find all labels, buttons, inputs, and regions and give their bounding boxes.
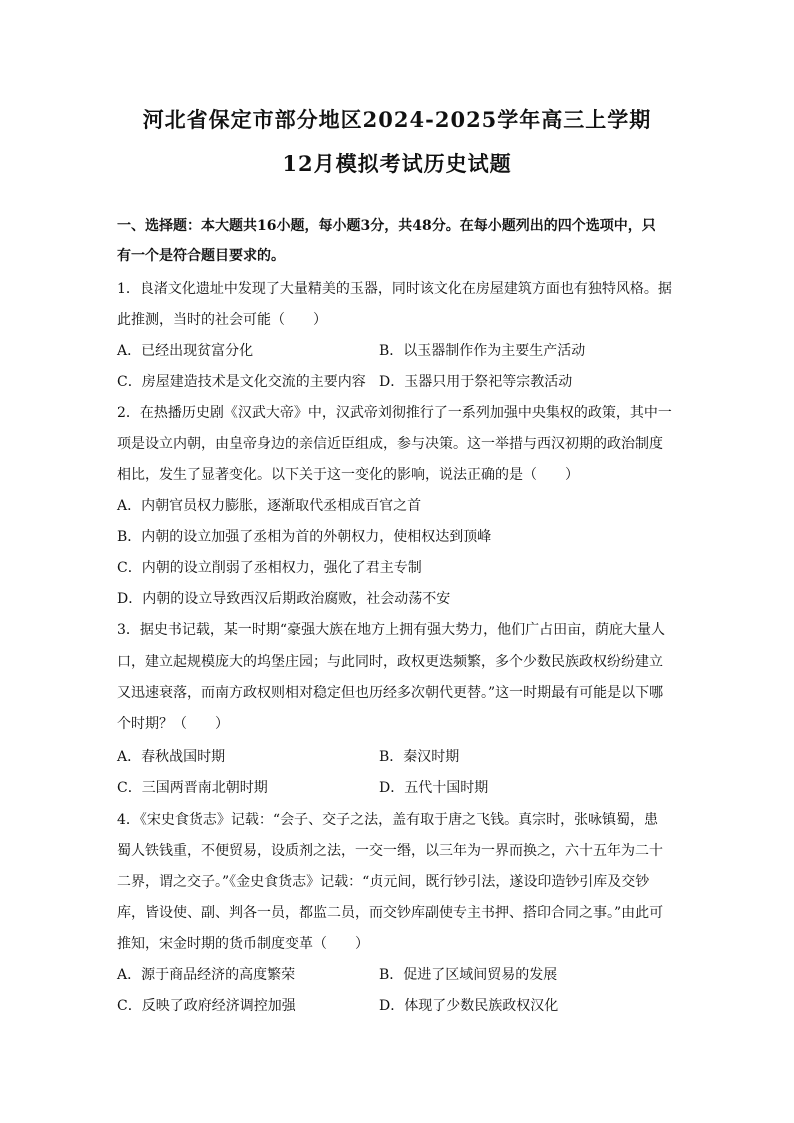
question-3-option-c: C．三国两晋南北朝时期 <box>117 780 268 796</box>
question-3-option-a: A．春秋战国时期 <box>117 749 226 765</box>
question-4-stem-line: 4．《宋史食货志》记载：“会子、交子之法，盖有取于唐之飞钱。真宗时，张咏镇蜀，患 <box>117 812 659 828</box>
exam-title-line2: 12月模拟考试历史试题 <box>282 151 512 176</box>
question-4-stem-line: 二界，谓之交子。”《金史食货志》记载：“贞元间，既行钞引法，遂设印造钞引库及交钞 <box>117 874 650 890</box>
question-3-stem-line: 口，建立起规模庞大的坞堡庄园；与此同时，政权更迭频繁，多个少数民族政权纷纷建立 <box>117 654 663 670</box>
question-4-stem-line: 库，皆设使、副、判各一员，都监二员，而交钞库副使专主书押、搭印合同之事。”由此可 <box>117 905 664 921</box>
question-4-stem-line: 推知，宋金时期的货币制度变革（ ） <box>117 936 369 952</box>
question-4-option-a: A．源于商品经济的高度繁荣 <box>117 967 296 983</box>
question-3-option-d: D．五代十国时期 <box>379 780 489 796</box>
question-1-option-c: C．房屋建造技术是文化交流的主要内容 <box>117 374 366 390</box>
question-1-stem-line: 此推测，当时的社会可能（ ） <box>117 312 327 328</box>
question-4-option-c: C．反映了政府经济调控加强 <box>117 998 296 1014</box>
question-1-option-b: B．以玉器制作作为主要生产活动 <box>379 343 586 359</box>
question-2-stem-line: 相比，发生了显著变化。以下关于这一变化的影响，说法正确的是（ ） <box>117 467 579 483</box>
question-2-option-c: C．内朝的设立削弱了丞相权力，强化了君主专制 <box>117 560 422 576</box>
question-4-option-d: D．体现了少数民族政权汉化 <box>379 998 559 1014</box>
question-1-stem-line: 1．良渚文化遗址中发现了大量精美的玉器，同时该文化在房屋建筑方面也有独特风格。据 <box>117 281 672 297</box>
question-1-option-d: D．玉器只用于祭祀等宗教活动 <box>379 374 573 390</box>
question-3-option-b: B．秦汉时期 <box>379 749 460 765</box>
question-2-option-a: A．内朝官员权力膨胀，逐渐取代丞相成百官之首 <box>117 498 422 514</box>
exam-title-line1: 河北省保定市部分地区2024-2025学年高三上学期 <box>142 107 652 132</box>
question-2-stem-line: 2．在热播历史剧《汉武大帝》中，汉武帝刘彻推行了一系列加强中央集权的政策，其中一 <box>117 405 672 421</box>
question-4-stem-line: 蜀人铁钱重，不便贸易，设质剂之法，一交一缗，以三年为一界而换之，六十五年为二十 <box>117 843 663 859</box>
question-1-option-a: A．已经出现贫富分化 <box>117 343 254 359</box>
question-4-option-b: B．促进了区域间贸易的发展 <box>379 967 558 983</box>
section-instruction-line2: 有一个是符合题目要求的。 <box>117 248 285 264</box>
question-3-stem-line: 又迅速衰落，而南方政权则相对稳定但也历经多次朝代更替。”这一时期最有可能是以下哪 <box>117 685 664 701</box>
question-2-option-d: D．内朝的设立导致西汉后期政治腐败，社会动荡不安 <box>117 591 451 607</box>
question-2-option-b: B．内朝的设立加强了丞相为首的外朝权力，使相权达到顶峰 <box>117 529 492 545</box>
question-3-stem-line: 3．据史书记载，某一时期“豪强大族在地方上拥有强大势力，他们广占田亩，荫庇大量人 <box>117 622 666 638</box>
question-2-stem-line: 项是设立内朝，由皇帝身边的亲信近臣组成，参与决策。这一举措与西汉初期的政治制度 <box>117 436 663 452</box>
question-3-stem-line: 个时期？（ ） <box>117 716 229 732</box>
section-instruction-line1: 一、选择题：本大题共16小题，每小题3分，共48分。在每小题列出的四个选项中，只 <box>117 218 656 234</box>
